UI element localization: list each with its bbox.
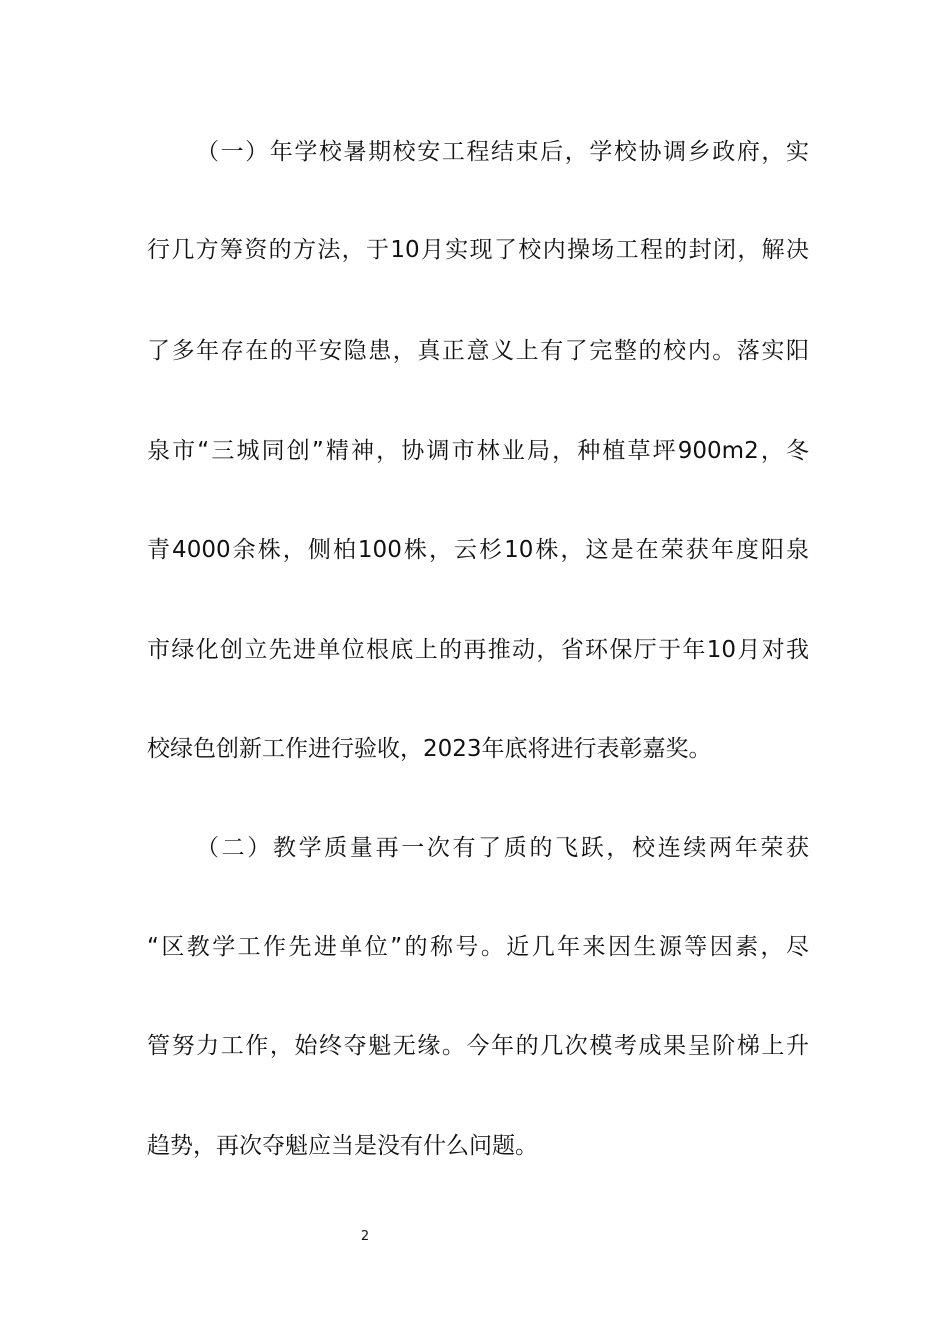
paragraph-2-line-2: “区教学工作先进单位”的称号。近几年来因生源等因素，尽 [147,934,809,960]
page-number: 2 [360,1229,370,1244]
paragraph-2-line-1: （二）教学质量再一次有了质的飞跃，校连续两年荣获 [196,835,809,861]
paragraph-2-line-3: 管努力工作，始终夺魁无缘。今年的几次模考成果呈阶梯上升 [147,1033,809,1059]
paragraph-2-line-4: 趋势，再次夺魁应当是没有什么问题。 [147,1133,538,1159]
paragraph-1-line-1: （一）年学校暑期校安工程结束后，学校协调乡政府，实 [196,139,809,165]
paragraph-1-line-5: 青4000余株，侧柏100株，云杉10株，这是在荣获年度阳泉 [147,537,809,563]
paragraph-1-line-3: 了多年存在的平安隐患，真正意义上有了完整的校内。落实阳 [147,338,809,364]
paragraph-1-line-6: 市绿化创立先进单位根底上的再推动，省环保厅于年10月对我 [147,637,809,663]
paragraph-1-line-4: 泉市“三城同创”精神，协调市林业局，种植草坪900m2，冬 [147,438,809,464]
paragraph-1-line-2: 行几方筹资的方法，于10月实现了校内操场工程的封闭，解决 [147,237,809,263]
paragraph-1-line-7: 校绿色创新工作进行验收，2023年底将进行表彰嘉奖。 [147,736,712,762]
